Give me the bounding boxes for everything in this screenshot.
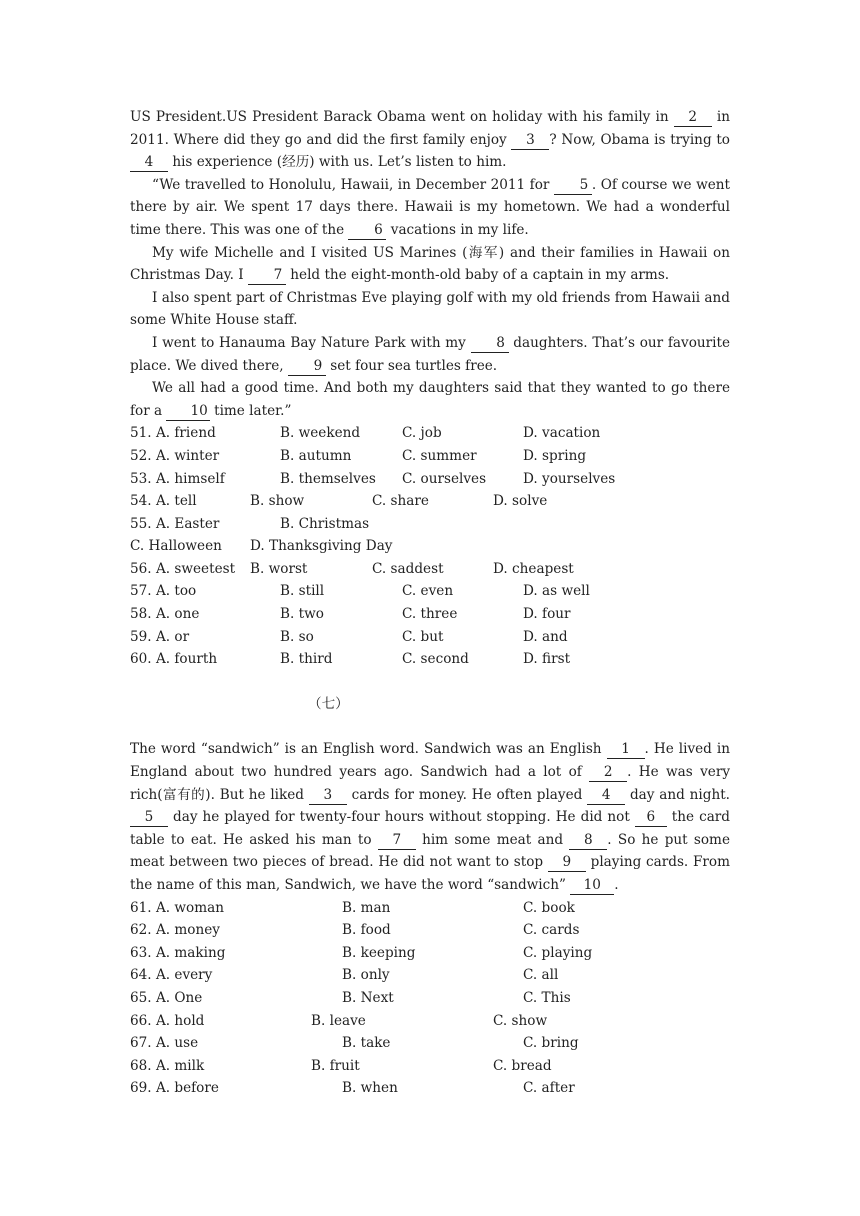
option-row <box>130 919 730 942</box>
text: . Of course we went there by air. We spent 17 days there. Hawaii is my hometown. We had a wonderful time there. This was one of the <box>130 176 730 238</box>
option: B. take <box>342 1035 391 1052</box>
option-row <box>130 513 730 536</box>
option-row <box>130 490 730 513</box>
option: 54. A. tell <box>130 493 197 510</box>
option: D. and <box>523 628 568 645</box>
option: 66. A. hold <box>130 1012 205 1029</box>
option-row <box>130 987 730 1010</box>
blank: 10 <box>166 403 209 421</box>
option: B. keeping <box>342 944 416 961</box>
option: B. two <box>280 606 324 623</box>
option: B. weekend <box>280 425 361 442</box>
text: vacations in my life. <box>386 221 529 238</box>
option: C. Halloween <box>130 538 222 555</box>
option-row <box>130 648 730 671</box>
text: playing cards. From the name of this man, Sandwich, we have the word “sandwich” <box>130 854 731 893</box>
option: 59. A. or <box>130 628 190 645</box>
option-row <box>130 445 730 468</box>
blank: 6 <box>635 809 667 827</box>
option: C. book <box>523 899 575 916</box>
option: D. solve <box>493 493 548 510</box>
option: 65. A. One <box>130 989 203 1006</box>
passage6-para4: I also spent part of Christmas Eve playing golf with my old friends from Hawaii and some White House staff. <box>130 289 730 329</box>
option: B. Next <box>342 989 394 1006</box>
option-row <box>130 422 730 445</box>
option: B. man <box>342 899 391 916</box>
option: 67. A. use <box>130 1035 199 1052</box>
text: his experience (经历) with us. Let’s listen to him. <box>168 154 507 171</box>
text: held the eight-month-old baby of a captain in my arms. <box>285 267 670 284</box>
option: 60. A. fourth <box>130 651 218 668</box>
options7-list <box>130 897 730 1100</box>
text: . He lived in England about two hundred years ago. Sandwich had a lot of <box>130 741 730 781</box>
option: C. cards <box>523 922 580 939</box>
text: I went to Hanauma Bay Nature Park with my <box>152 334 471 351</box>
option-row <box>130 942 730 965</box>
option: C. playing <box>523 944 593 961</box>
text: . He was very rich(富有的). But he liked <box>130 764 730 803</box>
option: B. themselves <box>280 470 376 487</box>
option: 63. A. making <box>130 944 226 961</box>
blank: 7 <box>248 267 286 285</box>
option: 68. A. milk <box>130 1057 205 1074</box>
option: B. fruit <box>311 1057 360 1074</box>
text: set four sea turtles free. <box>325 357 498 374</box>
option: C. bring <box>523 1035 579 1052</box>
option: D. four <box>523 606 571 623</box>
option: C. second <box>402 651 469 668</box>
blank: 4 <box>587 787 625 805</box>
option: B. third <box>280 651 333 668</box>
text: US President.US President Barack Obama went on holiday with his family in <box>130 109 674 125</box>
blank: 3 <box>511 132 549 150</box>
blank: 8 <box>569 832 607 850</box>
text: daughters. That’s our favourite place. We dived there, <box>130 334 730 374</box>
text: in 2011. Where did they go and did the first family enjoy <box>130 109 730 148</box>
option: C. all <box>523 967 559 984</box>
passage6-para5 <box>130 332 730 377</box>
option-row <box>130 558 730 581</box>
option: D. cheapest <box>493 560 574 577</box>
option-row <box>130 626 730 649</box>
option: D. first <box>523 651 571 668</box>
option-row <box>130 897 730 920</box>
option: B. worst <box>250 560 308 577</box>
option-row <box>130 580 730 603</box>
option: 57. A. too <box>130 583 197 600</box>
passage7-para <box>130 738 730 896</box>
option-row <box>130 603 730 626</box>
text: day and night. <box>625 786 730 803</box>
text: The word “sandwich” is an English word. Sandwich was an English <box>130 741 607 758</box>
option: D. vacation <box>523 425 601 442</box>
blank: 7 <box>378 832 416 850</box>
blank: 5 <box>554 177 592 195</box>
document-page <box>130 106 730 1100</box>
option-row <box>130 1010 730 1033</box>
passage6-para1 <box>130 106 730 174</box>
text: the card table to eat. He asked his man to <box>130 809 730 848</box>
blank: 3 <box>309 787 347 805</box>
option: 61. A. woman <box>130 899 224 916</box>
option: C. bread <box>493 1057 552 1074</box>
blank: 10 <box>570 877 614 895</box>
text: We all had a good time. And both my daughters said that they wanted to go there for a <box>130 380 730 419</box>
option-row <box>130 1032 730 1055</box>
option-row <box>130 468 730 491</box>
option-row <box>130 964 730 987</box>
option: C. This <box>523 989 571 1006</box>
option: C. even <box>402 583 454 600</box>
option-row <box>130 535 730 558</box>
option: D. as well <box>523 583 590 600</box>
option: C. saddest <box>372 560 444 577</box>
option: 69. A. before <box>130 1080 219 1097</box>
blank: 2 <box>674 109 712 127</box>
option: C. job <box>402 425 442 442</box>
blank: 4 <box>130 154 168 172</box>
text: day he played for twenty-four hours without stopping. He did not <box>168 809 635 826</box>
blank: 2 <box>589 764 627 782</box>
option: C. three <box>402 606 458 623</box>
option: B. show <box>250 493 305 510</box>
option: 64. A. every <box>130 967 213 984</box>
section-title: （七） <box>308 695 349 712</box>
option-row <box>130 1077 730 1100</box>
options6-list <box>130 422 730 671</box>
option: C. ourselves <box>402 470 487 487</box>
option: D. yourselves <box>523 470 616 487</box>
text: him some meat and <box>415 831 570 848</box>
option: 62. A. money <box>130 922 220 939</box>
text: My wife Michelle and I visited US Marines (海军) and their families in Hawaii on Christmas Day. I <box>130 244 730 284</box>
text: time later.” <box>209 402 292 419</box>
option: C. summer <box>402 447 477 464</box>
option: B. when <box>342 1080 398 1097</box>
option: 53. A. himself <box>130 470 225 487</box>
blank: 9 <box>288 358 326 376</box>
option: 55. A. Easter <box>130 515 220 532</box>
passage6-para3 <box>130 242 730 287</box>
blank: 6 <box>348 222 386 240</box>
option: B. still <box>280 583 325 600</box>
option: 58. A. one <box>130 606 200 623</box>
option: 52. A. winter <box>130 447 220 464</box>
option: C. show <box>493 1012 548 1029</box>
passage6-para6 <box>130 377 730 422</box>
text: “We travelled to Honolulu, Hawaii, in December 2011 for <box>152 176 554 193</box>
option: B. only <box>342 967 390 984</box>
option: B. Christmas <box>280 515 370 532</box>
option: 51. A. friend <box>130 425 216 442</box>
blank: 1 <box>607 741 645 759</box>
option: 56. A. sweetest <box>130 560 236 577</box>
option: C. share <box>372 493 429 510</box>
option: C. after <box>523 1080 575 1097</box>
text: cards for money. He often played <box>346 786 588 803</box>
text: ? Now, Obama is trying to <box>549 131 730 148</box>
option: D. Thanksgiving Day <box>250 538 393 555</box>
option: B. so <box>280 628 314 645</box>
blank: 9 <box>548 854 586 872</box>
text: . So he put some meat between two pieces of bread. He did not want to stop <box>130 831 730 871</box>
option: C. but <box>402 628 444 645</box>
blank: 8 <box>471 335 509 353</box>
option: D. spring <box>523 447 587 464</box>
blank: 5 <box>130 809 168 827</box>
passage6-para2 <box>130 174 730 242</box>
text: . <box>614 877 619 893</box>
option: B. autumn <box>280 447 352 464</box>
option: B. food <box>342 922 391 939</box>
option: B. leave <box>311 1012 366 1029</box>
option-row <box>130 1055 730 1078</box>
